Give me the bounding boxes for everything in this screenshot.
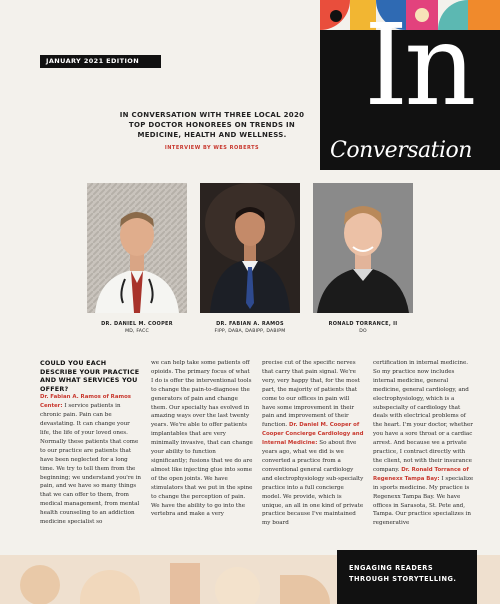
photo-ronald-torrance xyxy=(313,183,413,313)
answer-text: I service patients in chronic pain. Pain can be devastating. It can change your life, the life of your loved ones. Normally these patients that come to our practice are patients that have been neglected for a long time. We try to tell them from the beginning; we understand you're in pain, and we have so many things that we can offer to them, from medical management, from mental health counseling to an addiction medicine specialist so xyxy=(40,403,141,526)
doctor-credentials: FIPP, DABA, DABIPP, DABIPM xyxy=(214,329,286,334)
answer-text: certification in internal medicine. So my practice now includes internal medicine, general medicine, general cardiology, and electrophysiology, which is a subspecialty of cardiology that deals with electrical problems of the heart. I'm your doctor, whether you have a sore throat or a cardiac arrest. And because we a private practice, I contract directly with the client, not with their insurance company. xyxy=(373,360,473,473)
answer-text: we can help take some patients off opioids. The primary focus of what I do is offer the interventional tools to change the pain-to-diagnose the generators of pain and change them. Our specialty has evolved in amazing ways over the last twenty years. We're able to offer patients implantables that are very minimally invasive, that can change your ability to function significantly; fusions that we do are almost like injecting glue into some of the open joints. We have stimulators that we put in the spine to change the perception of pain. We have the ability to go into the vertebra and make a very xyxy=(151,360,253,518)
doctor-credentials: DO xyxy=(359,329,367,334)
article-column-1 xyxy=(40,359,142,527)
answer-text: I specialize in sports medicine. My practice is Regenexx Tampa Bay. We have offices in Sarasota, St. Pete and, Tampa. Our practice specializes in regenerative xyxy=(373,475,474,527)
article-column-4 xyxy=(373,359,475,528)
tagline-banner xyxy=(337,550,477,604)
photo-daniel-cooper xyxy=(87,183,187,313)
tagline-line-1: ENGAGING READERS xyxy=(349,564,434,572)
answer-text: So about five years ago, what we did is we converted a practice from a conventional general cardiology and electrophysiology sub-specialty practice into a full concierge model. We provide, which is unique, an all in one kind of private practice because I've maintained my board xyxy=(262,440,364,527)
answer-text: precise cut of the specific nerves that carry that pain signal. We're very, very happy that, for the most part, the majority of patients that come to our offices in pain will have some improvement in their pain and improvement of their function. xyxy=(262,360,360,429)
photo-fabian-ramos xyxy=(200,183,300,313)
doctor-name: DR. DANIEL M. COOPER xyxy=(101,321,173,327)
caption-daniel-cooper xyxy=(82,320,192,336)
caption-ronald-torrance xyxy=(308,320,418,336)
byline: INTERVIEW BY WES ROBERTS xyxy=(164,145,260,151)
speaker-ramos: Dr. Fabian A. Ramos of Ramos Center: xyxy=(40,394,131,410)
doctor-credentials: MD, FACC xyxy=(125,329,149,334)
title-conversation: Conversation xyxy=(330,138,472,163)
title-in: In xyxy=(364,1,473,131)
doctor-name: DR. FABIAN A. RAMOS xyxy=(216,321,284,327)
tagline-line-2: THROUGH STORYTELLING. xyxy=(349,575,457,583)
speaker-cooper: Dr. Daniel M. Cooper of Cooper Concierge Cardiology and Internal Medicine: xyxy=(262,422,364,447)
doctor-name: RONALD TORRANCE, II xyxy=(328,321,398,327)
intro-heading: IN CONVERSATION WITH THREE LOCAL 2020 TOP DOCTOR HONOREES ON TRENDS IN MEDICINE, HEALTH AND WELLNESS. xyxy=(119,111,305,139)
article-column-3 xyxy=(262,359,364,528)
edition-label: JANUARY 2021 EDITION xyxy=(40,55,161,68)
speaker-torrance: Dr. Ronald Torrance of Regenexx Tampa Bay: xyxy=(373,466,469,482)
caption-fabian-ramos xyxy=(195,320,305,336)
title-block xyxy=(320,1,500,170)
article-column-2 xyxy=(151,359,253,519)
question-heading: COULD YOU EACH DESCRIBE YOUR PRACTICE AND WHAT SERVICES YOU OFFER? xyxy=(40,359,140,393)
